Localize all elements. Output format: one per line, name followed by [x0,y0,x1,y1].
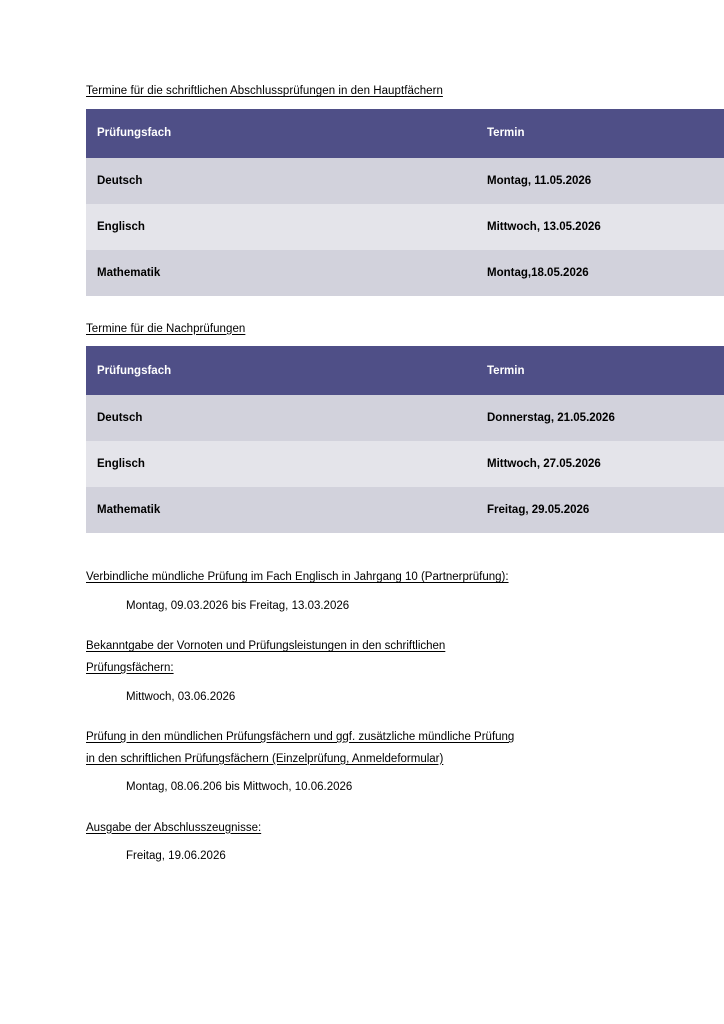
spacer [86,296,724,322]
cell-date: Mittwoch, 13.05.2026 [476,204,724,250]
paragraph-ausgabe-abschlusszeugnisse [86,818,686,865]
paragraph-heading-line: Prüfung in den mündlichen Prüfungsfächern und ggf. zusätzliche mündliche Prüfung [86,730,515,743]
cell-subject: Deutsch [86,395,476,441]
cell-date: Montag, 11.05.2026 [476,158,724,204]
paragraph-date: Montag, 08.06.206 bis Mittwoch, 10.06.2026 [126,781,353,794]
table-header-cell-date: Termin [476,346,724,395]
paragraph-date: Montag, 09.03.2026 bis Freitag, 13.03.2026 [126,599,350,612]
paragraph-heading [86,636,686,680]
section-nachpruefungen [86,322,724,534]
table-header-cell-subject: Prüfungsfach [86,346,476,395]
paragraph-heading-line: in den schriftlichen Prüfungsfächern (Einzelprüfung, Anmeldeformular) [86,752,444,765]
table-row [86,395,724,441]
cell-subject: Mathematik [86,487,476,533]
paragraph-muendliche-pruefungsfaecher [86,727,686,796]
cell-date: Mittwoch, 27.05.2026 [476,441,724,487]
cell-date: Freitag, 29.05.2026 [476,487,724,533]
paragraph-heading-line: Prüfungsfächern: [86,661,174,674]
paragraph-bekanntgabe-vornoten [86,636,686,705]
paragraph-date: Freitag, 19.06.2026 [126,850,226,863]
table-row [86,158,724,204]
paragraph-heading [86,818,686,840]
table-row [86,204,724,250]
table-row [86,250,724,296]
table-header-row [86,109,724,158]
section2-caption: Termine für die Nachprüfungen [86,322,246,335]
paragraph-list [86,567,686,864]
cell-date: Donnerstag, 21.05.2026 [476,395,724,441]
section-schriftliche-abschlusspruefungen [86,84,724,296]
cell-date: Montag,18.05.2026 [476,250,724,296]
paragraph-heading-line: Ausgabe der Abschlusszeugnisse: [86,821,262,834]
table-header-cell-date: Termin [476,109,724,158]
cell-subject: Deutsch [86,158,476,204]
paragraph-heading [86,727,686,771]
paragraph-muendliche-pruefung-englisch [86,567,686,614]
table-row [86,487,724,533]
table-header-row [86,346,724,395]
table-row [86,441,724,487]
cell-subject: Englisch [86,204,476,250]
paragraph-heading-line: Verbindliche mündliche Prüfung im Fach Englisch in Jahrgang 10 (Partnerprüfung): [86,571,509,584]
section1-table [86,109,724,296]
section1-caption: Termine für die schriftlichen Abschlussprüfungen in den Hauptfächern [86,85,443,97]
cell-subject: Mathematik [86,250,476,296]
cell-subject: Englisch [86,441,476,487]
table-header-cell-subject: Prüfungsfach [86,109,476,158]
paragraph-heading-line: Bekanntgabe der Vornoten und Prüfungsleistungen in den schriftlichen [86,639,446,652]
paragraph-date: Mittwoch, 03.06.2026 [126,690,236,703]
paragraph-heading [86,567,686,589]
section2-table [86,346,724,533]
spacer [86,533,724,567]
